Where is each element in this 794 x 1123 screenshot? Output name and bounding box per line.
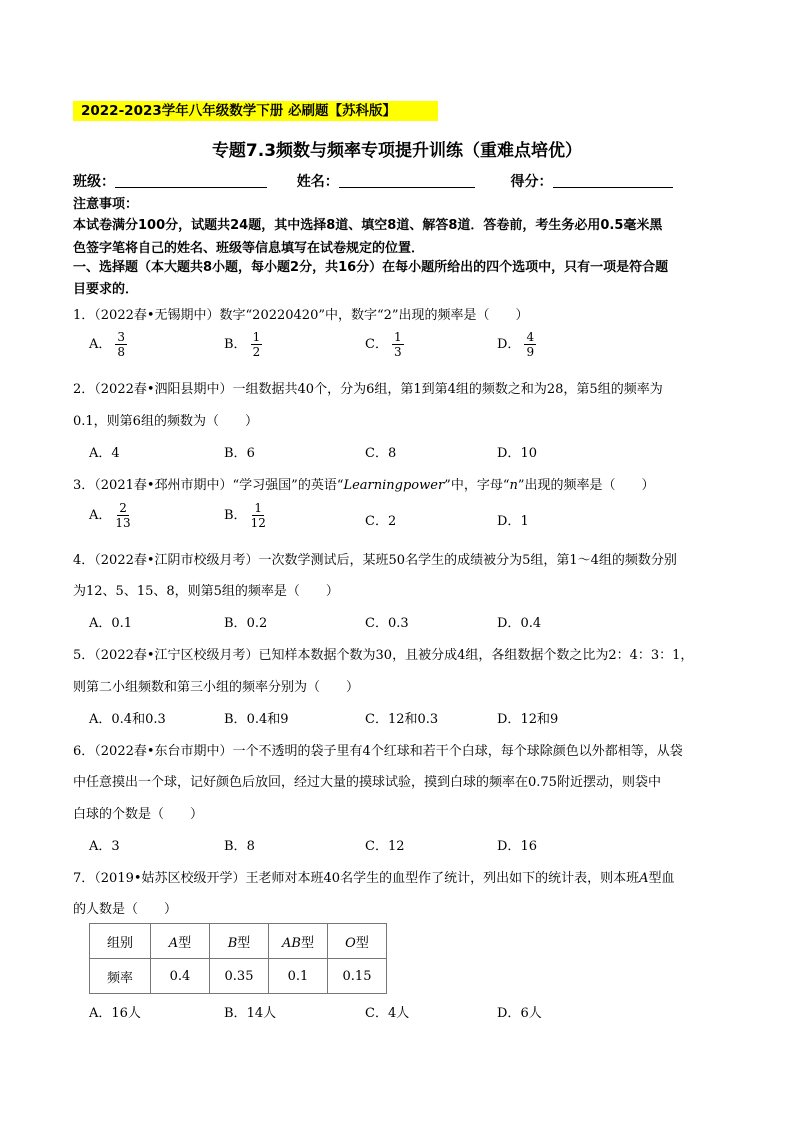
question-7-stem-line-2: 的人数是（ ） [73,902,178,917]
q2-option-c[interactable]: C．8 [365,446,397,461]
q5-option-a[interactable]: A．0.4和0.3 [89,712,166,727]
q2-option-d[interactable]: D．10 [497,446,537,461]
student-info-row [73,171,673,191]
question-5-stem-line-1: 5．（2022春•江宁区校级月考）已知样本数据个数为30，且被分成4组，各组数据个数之比为2：4：3：1， [73,648,694,663]
question-2-stem-line-2: 0.1，则第6组的频数为（ ） [73,414,258,429]
q4-option-c[interactable]: C．0.3 [365,616,409,631]
q3-option-c[interactable]: C．2 [365,514,397,529]
section-line-2: 目要求的． [73,282,139,297]
q5-option-d[interactable]: D．12和9 [497,712,559,727]
question-3-stem: 3．（2021春•邳州市期中）“学习强国”的英语“Learningpower”中，字母“n”出现的频率是（ ） [73,478,655,493]
page-title: 专题7.3频数与频率专项提升训练（重难点培优） [211,141,583,161]
table-cell: 0.1 [269,959,328,994]
q5-option-c[interactable]: C．12和0.3 [365,712,439,727]
question-6-stem-line-3: 白球的个数是（ ） [73,807,204,822]
table-cell: 0.15 [328,959,387,994]
q1-option-d[interactable]: D． $\frac{4}{9}$ [497,330,535,359]
name-label: 姓名： [296,174,339,190]
notes-line-2: 色签字笔将自己的姓名、班级等信息填写在试卷规定的位置． [73,241,425,256]
table-header-cell: AB型 [269,924,328,959]
question-6-stem-line-2: 中任意摸出一个球，记好颜色后放回，经过大量的摸球试验，摸到白球的频率在0.75附近摆动，则袋中 [73,775,661,790]
q7-option-b[interactable]: B．14人 [224,1006,277,1021]
table-cell: 0.4 [151,959,210,994]
section-line-1: 一、选择题（本大题共8小题，每小题2分，共16分）在每小题所给出的四个选项中，只有一项是符合题 [73,260,669,275]
q1-option-b[interactable]: B． $\frac{1}{2}$ [224,330,261,359]
question-6-stem-line-1: 6．（2022春•东台市期中）一个不透明的袋子里有4个红球和若干个白球，每个球除颜色以外都相等，从袋 [73,744,683,759]
q3-option-a[interactable]: A． $\frac{2}{13}$ [89,501,131,530]
q6-option-c[interactable]: C．12 [365,839,405,854]
q4-option-b[interactable]: B．0.2 [224,616,268,631]
question-7-stem-line-1: 7．（2019•姑苏区校级开学）王老师对本班40名学生的血型作了统计，列出如下的统计表，则本班A型血 [73,871,675,886]
question-4-stem-line-1: 4．（2022春•江阴市校级月考）一次数学测试后，某班50名学生的成绩被分为5组，第1～4组的频数分别 [73,553,677,568]
q6-option-a[interactable]: A．3 [89,839,120,854]
question-2-stem-line-1: 2．（2022春•泗阳县期中）一组数据共40个，分为6组，第1到第4组的频数之和为28，第5组的频率为 [73,382,663,397]
q2-option-a[interactable]: A．4 [89,446,120,461]
q3-option-d[interactable]: D．1 [497,514,529,529]
q7-option-c[interactable]: C．4人 [365,1006,410,1021]
question-4-stem-line-2: 为12、5、15、8，则第5组的频率是（ ） [73,584,339,599]
notes-line-1: 本试卷满分100分，试题共24题，其中选择8道、填空8道、解答8道．答卷前，考生务必用0.5毫米黑 [73,218,663,233]
table-header-row [90,924,387,959]
q5-option-b[interactable]: B．0.4和9 [224,712,289,727]
q6-option-d[interactable]: D．16 [497,839,537,854]
table-header-cell: A型 [151,924,210,959]
q2-option-b[interactable]: B．6 [224,446,255,461]
table-header-cell: O型 [328,924,387,959]
table-row-label: 频率 [90,959,151,994]
q1-option-c[interactable]: C． $\frac{1}{3}$ [365,330,402,359]
score-field[interactable] [553,173,673,188]
series-banner: 2022-2023学年八年级数学下册 必刷题【苏科版】 [73,101,438,121]
question-1-stem: 1．（2022春•无锡期中）数字“20220420”中，数字“2”出现的频率是（ ） [73,308,529,323]
question-5-stem-line-2: 则第二小组频数和第三小组的频率分别为（ ） [73,680,360,695]
table-header-cell: 组别 [90,924,151,959]
score-label: 得分： [510,174,553,190]
q4-option-a[interactable]: A．0.1 [89,616,133,631]
q4-option-d[interactable]: D．0.4 [497,616,542,631]
table-header-cell: B型 [210,924,269,959]
notes-heading: 注意事项： [73,197,139,212]
class-label: 班级： [73,174,115,190]
blood-type-table [89,923,387,994]
table-cell: 0.35 [210,959,269,994]
name-field[interactable] [339,173,475,188]
class-field[interactable] [115,173,267,188]
q7-option-a[interactable]: A．16人 [89,1006,141,1021]
q7-option-d[interactable]: D．6人 [497,1006,542,1021]
table-row [90,959,387,994]
q3-option-b[interactable]: B． $\frac{1}{12}$ [224,501,266,530]
q6-option-b[interactable]: B．8 [224,839,255,854]
q1-option-a[interactable]: A． $\frac{3}{8}$ [89,330,126,359]
